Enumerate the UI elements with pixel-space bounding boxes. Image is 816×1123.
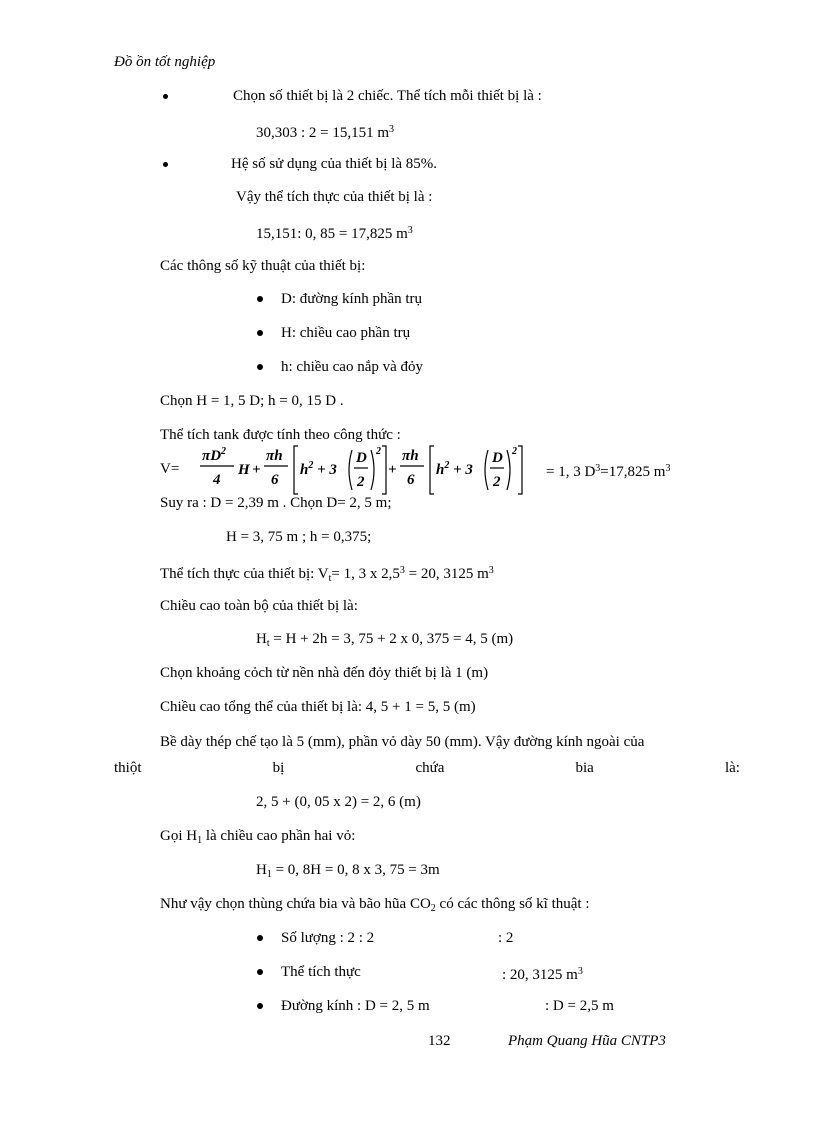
bullet-icon	[257, 296, 263, 302]
bullet-icon	[257, 969, 263, 975]
left-bracket	[294, 446, 298, 494]
equation-line: 15,151: 0, 85 = 17,825 $m^3$	[256, 225, 413, 242]
formula-plus: +	[252, 462, 261, 478]
spec-item: h: chiều cao nắp và đỏy	[281, 359, 424, 375]
right-paren	[507, 450, 510, 490]
formula-prefix: V=	[160, 461, 180, 477]
text-line: Gọi $H_1$ là chiều cao phần hai vỏ:	[160, 828, 356, 846]
text-line: Vậy thể tích thực của thiết bị là :	[236, 189, 433, 205]
text-line: Thể tích thực của thiết bị: $V_t= 1$, 3 x $2,5^3 = 20$, 3125 $m^3$	[160, 565, 494, 584]
text-line: Suy ra : D = 2,39 m . Chọn D= 2, 5 m;	[160, 495, 392, 511]
spec-label: Số lượng : 2 : 2	[281, 930, 375, 946]
left-paren	[349, 450, 352, 490]
spec-value: : D = 2,5 m	[545, 998, 614, 1014]
bullet-icon	[257, 935, 263, 941]
formula-result: = 1, 3 $D^3=17,825$ $m^3$	[546, 463, 671, 480]
footer-author: Phạm Quang Hũa CNTP3	[508, 1033, 666, 1049]
formula-plus: +	[388, 462, 397, 478]
formula-frac-den: 2	[493, 474, 501, 490]
right-bracket	[382, 446, 386, 494]
formula-num2: πh	[402, 448, 419, 464]
bullet-icon	[257, 330, 263, 336]
text-line: Chọn số thiết bị là 2 chiếc. Thể tích mỗi thiết bị là :	[233, 88, 542, 104]
equation-line: $H_1 = 0$, 8H = 0, 8 x 3, 75 = 3m	[256, 862, 440, 880]
left-paren	[485, 450, 488, 490]
text-line: Chiều cao toàn bộ của thiết bị là:	[160, 598, 358, 614]
formula-exp: 2	[512, 446, 517, 457]
equation-line: 2, 5 + (0, 05 x 2) = 2, 6 (m)	[256, 794, 421, 810]
page-header: Đồ ồn tốt nghiệp	[114, 54, 216, 70]
spec-value: : 2	[498, 930, 514, 946]
text-line: Chọn H = 1, 5 D; h = 0, 15 D .	[160, 393, 344, 409]
right-paren	[371, 450, 374, 490]
formula-num2: πh	[266, 448, 283, 464]
formula-inner: $h^2 + 3$	[436, 460, 473, 478]
formula-frac-num: D	[492, 450, 503, 466]
text-line: H = 3, 75 m ; h = 0,375;	[226, 529, 372, 545]
bullet-icon	[163, 94, 168, 99]
text-line: Chọn khoảng cỏch từ nền nhà đến đỏy thiết bị là 1 (m)	[160, 665, 489, 681]
bullet-icon	[257, 1003, 263, 1009]
text-line: Chiều cao tổng thể của thiết bị là: 4, 5 + 1 = 5, 5 (m)	[160, 699, 476, 715]
text-line: Các thông số kỹ thuật của thiết bị:	[160, 258, 366, 274]
bullet-icon	[257, 364, 263, 370]
equation-line: 30,303 : 2 = 15,151 $m^3$	[256, 124, 395, 141]
formula-den2: 6	[407, 472, 415, 488]
spec-item: H: chiều cao phần trụ	[281, 325, 411, 341]
spec-label: Thể tích thực	[281, 964, 361, 980]
formula-frac-num: D	[356, 450, 367, 466]
formula-frac-den: 2	[357, 474, 365, 490]
spec-item: D: đường kính phần trụ	[281, 291, 423, 307]
formula-var-h: H	[238, 462, 250, 478]
text-line: Bề dày thép chế tạo là 5 (mm), phần vỏ dày 50 (mm). Vậy đường kính ngoài của	[160, 734, 645, 750]
volume-formula	[196, 442, 541, 500]
formula-exp: 2	[376, 446, 381, 457]
bullet-icon	[163, 162, 168, 167]
formula-den2: 6	[271, 472, 279, 488]
formula-num1: $\pi D^2$	[202, 446, 227, 464]
formula-inner: $h^2 + 3$	[300, 460, 337, 478]
right-bracket	[518, 446, 522, 494]
spec-value: : 20, 3125 $m^3$	[502, 966, 583, 983]
spec-label: Đường kính : D = 2, 5 m	[281, 998, 430, 1014]
justified-line: thiột bị chứa bia là:	[114, 760, 740, 776]
equation-line: $H_t = H + 2h = 3$, 75 + 2 x 0, 375 = 4, 5 (m)	[256, 631, 514, 649]
text-line: Hệ số sử dụng của thiết bị là 85%.	[231, 156, 438, 172]
page-number: 132	[428, 1033, 451, 1049]
text-line: Thể tích tank được tính theo công thức :	[160, 427, 401, 443]
left-bracket	[430, 446, 434, 494]
formula-den1: 4	[213, 472, 221, 488]
text-line: Như vậy chọn thùng chứa bia và bão hũa $CO_2$ có các thông số kĩ thuật :	[160, 896, 590, 914]
